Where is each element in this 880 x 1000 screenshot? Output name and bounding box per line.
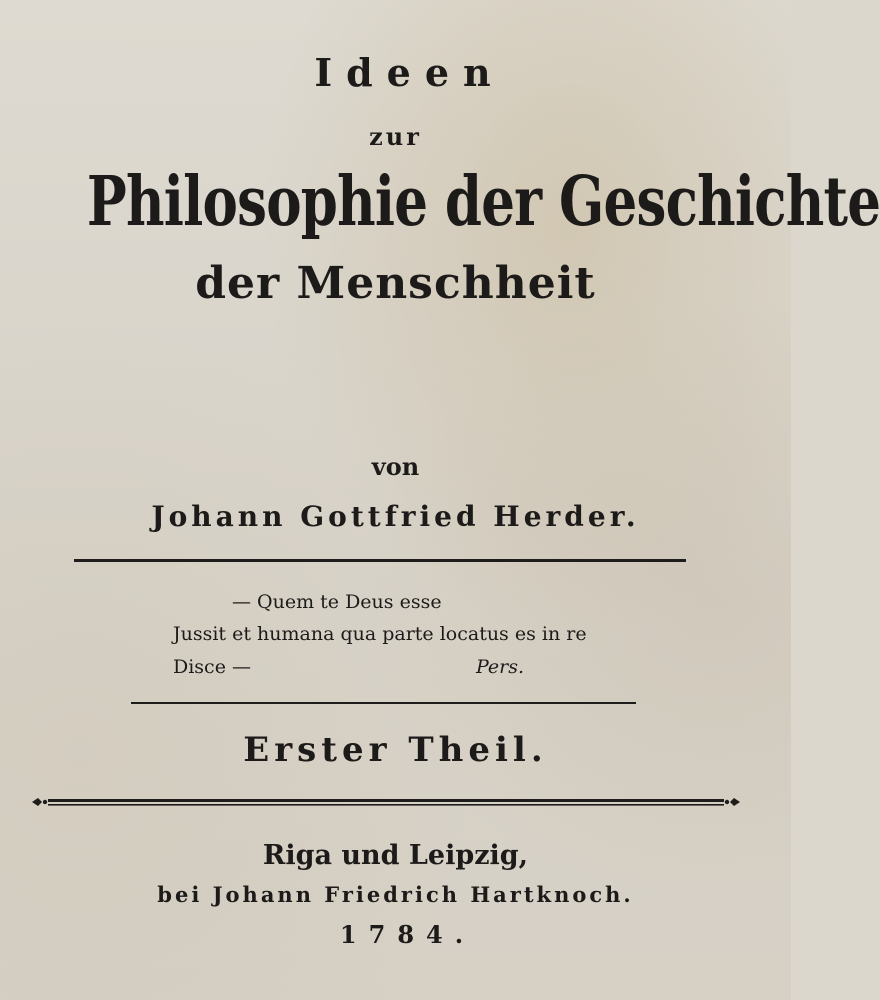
motto-line-2: Jussit et humana qua parte locatus es in re xyxy=(173,623,587,645)
subtitle: der Menschheit xyxy=(195,258,596,309)
divider-rule-upper xyxy=(74,559,686,562)
motto-line-1: — Quem te Deus esse xyxy=(232,591,442,613)
part-label: Erster Theil. xyxy=(243,730,548,770)
byline-von: von xyxy=(371,452,420,481)
motto-attribution: Pers. xyxy=(476,656,525,678)
imprint-place: Riga und Leipzig, xyxy=(262,840,529,871)
motto-line-3: Disce — xyxy=(173,656,251,678)
ornamental-rule xyxy=(30,792,742,812)
divider-rule-lower xyxy=(131,702,636,704)
main-title: Philosophie der Geschichte xyxy=(86,162,880,242)
imprint-publisher: bei Johann Friedrich Hartknoch. xyxy=(157,882,634,907)
title-line-ideen: Ideen xyxy=(314,50,505,95)
author-name: Johann Gottfried Herder. xyxy=(151,500,640,533)
title-line-zur: zur xyxy=(369,122,422,151)
imprint-year: 1784. xyxy=(339,920,476,949)
